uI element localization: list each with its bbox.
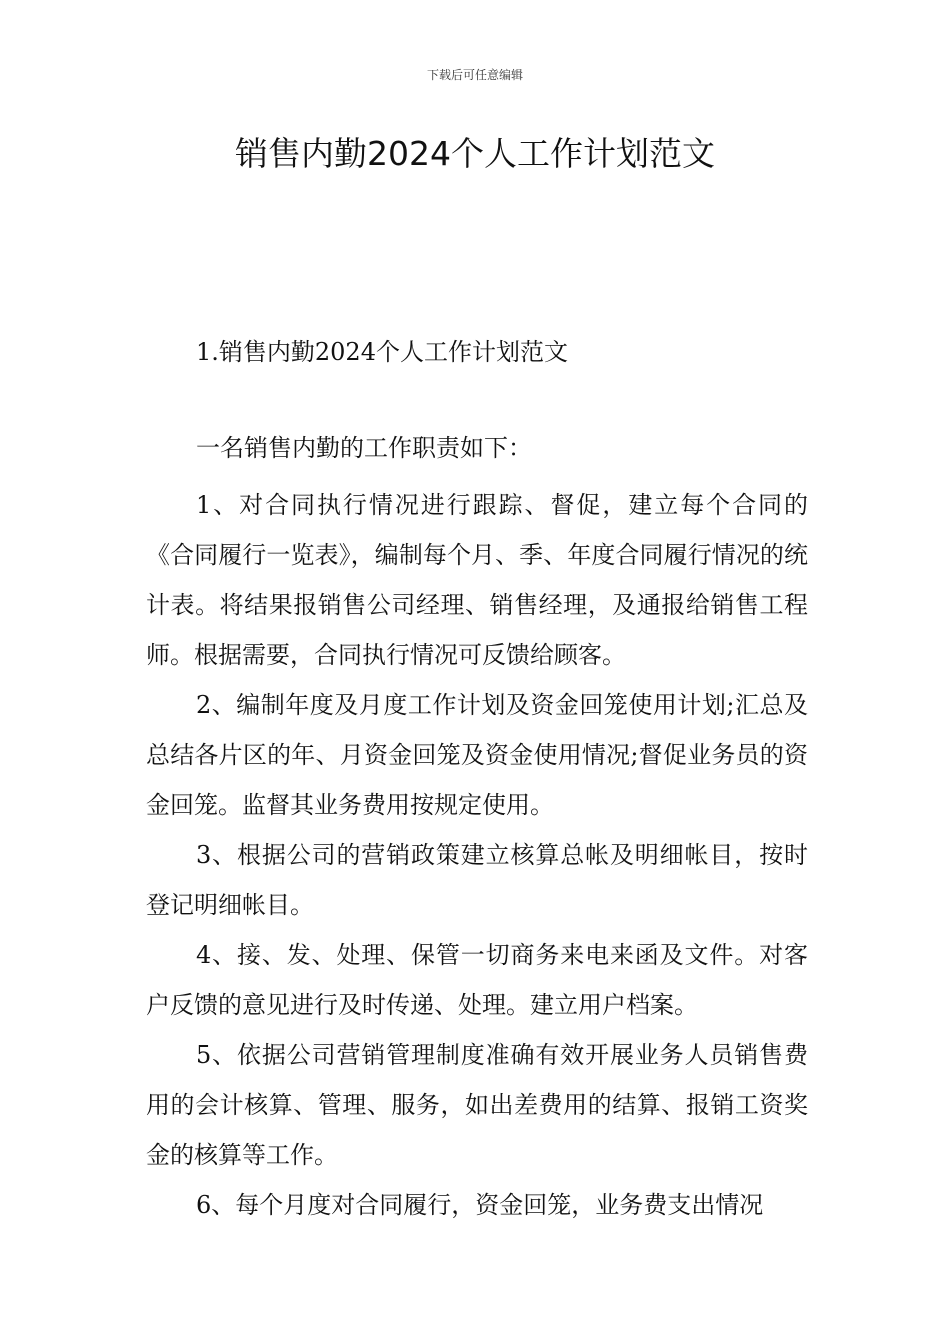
paragraph-6: 6、每个月度对合同履行，资金回笼，业务费支出情况	[196, 1191, 764, 1219]
paragraph-4: 4、接、发、处理、保管一切商务来电来函及文件。对客户反馈的意见进行及时传递、处理。建立用户档案。	[146, 941, 808, 1019]
intro-line: 一名销售内勤的工作职责如下：	[196, 434, 532, 462]
paragraph-3: 3、根据公司的营销政策建立核算总帐及明细帐目，按时登记明细帐目。	[146, 841, 808, 919]
document-title: 销售内勤2024个人工作计划范文	[235, 134, 715, 173]
paragraph-2: 2、编制年度及月度工作计划及资金回笼使用计划;汇总及总结各片区的年、月资金回笼及资金使用情况;督促业务员的资金回笼。监督其业务费用按规定使用。	[146, 691, 808, 819]
header-note: 下载后可任意编辑	[426, 68, 523, 82]
body-text	[146, 480, 808, 1230]
paragraph-1: 1、对合同执行情况进行跟踪、督促，建立每个合同的《合同履行一览表》，编制每个月、季、年度合同履行情况的统计表。将结果报销售公司经理、销售经理，及通报给销售工程师。根据需要，合同执行情况可反馈给顾客。	[146, 491, 808, 669]
section-heading: 1.销售内勤2024个人工作计划范文	[196, 338, 568, 366]
paragraph-5: 5、依据公司营销管理制度准确有效开展业务人员销售费用的会计核算、管理、服务，如出差费用的结算、报销工资奖金的核算等工作。	[146, 1041, 808, 1169]
